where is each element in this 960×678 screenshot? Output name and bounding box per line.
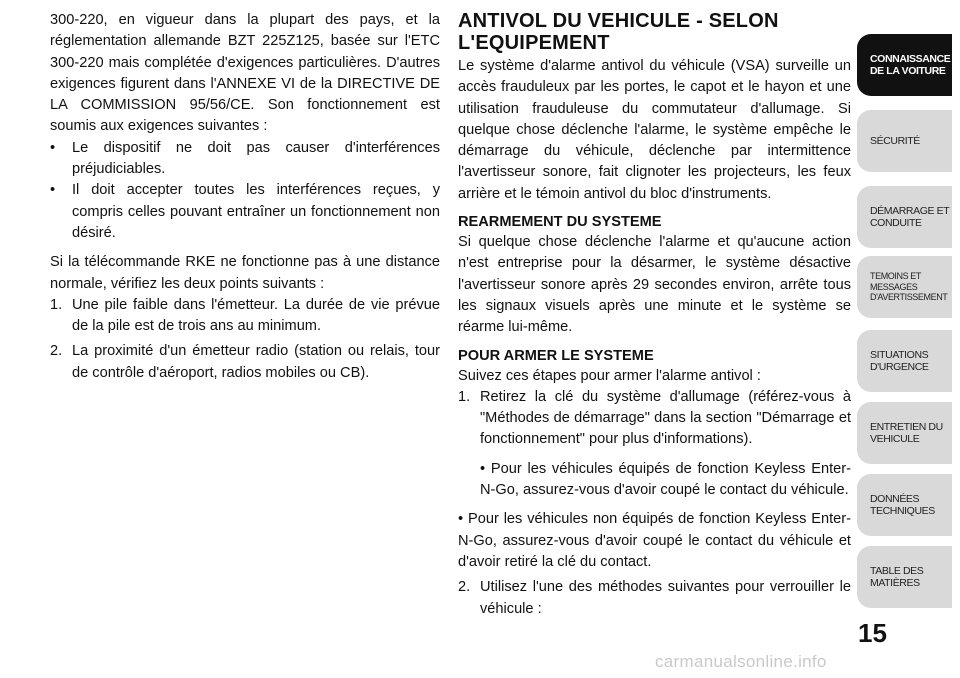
tab-demarrage[interactable]: DÉMARRAGE ET CONDUITE (857, 186, 952, 248)
bullet-text: Il doit accepter toutes les interférences reçues, y compris celles pouvant entraîner un fonctionnement non désiré. (72, 182, 440, 241)
left-column (50, 10, 440, 384)
item-text: Une pile faible dans l'émetteur. La durée de vie prévue de la pile est de trois ans au minimum. (72, 296, 440, 335)
intro-paragraph: 300-220, en vigueur dans la plupart des pays, et la réglementation allemande BZT 225Z125, basée sur l'ETC 300-220 mais complétée d'exigences particulières. D'autres exigences figurent dans l'ANNEXE VI de la DIRECTIVE DE LA COMMISSION 95/56/CE. Son fonctionnement est soumis aux exigences suivantes : (50, 12, 440, 135)
item-number: 2. (50, 343, 63, 360)
item-number: 1. (458, 388, 471, 405)
numbered-item (50, 295, 440, 338)
bullet-text: Le dispositif ne doit pas causer d'interférences préjudiciables. (72, 139, 440, 178)
section-title: ANTIVOL DU VEHICULE - SELON L'EQUIPEMENT (458, 10, 779, 54)
tab-entretien[interactable]: ENTRETIEN DU VEHICULE (857, 402, 952, 464)
tab-securite[interactable]: SÉCURITÉ (857, 110, 952, 172)
tab-situations[interactable]: SITUATIONS D'URGENCE (857, 330, 952, 392)
right-column (458, 10, 851, 620)
bullet-item: • Il doit accepter toutes les interférences reçues, y compris celles pouvant entraîner un fonctionnement non désiré. (50, 182, 440, 241)
tab-donnees[interactable]: DONNÉES TECHNIQUES (857, 474, 952, 536)
watermark: carmanualsonline.info (655, 652, 827, 671)
tab-temoins[interactable]: TEMOINS ET MESSAGES D'AVERTISSEMENT (857, 256, 952, 318)
sub-bullet: • Pour les véhicules équipés de fonction Keyless Enter-N-Go, assurez-vous d'avoir coupé le contact du véhicule. (480, 460, 851, 499)
item-text: Retirez la clé du système d'allumage (référez-vous à "Méthodes de démarrage" dans la section "Démarrage et fonctionnement" pour plus d'informations). (480, 388, 851, 448)
numbered-item (50, 341, 440, 384)
tab-connaissance[interactable]: CONNAISSANCE DE LA VOITURE (857, 34, 952, 96)
vsa-paragraph: Le système d'alarme antivol du véhicule (VSA) surveille un accès frauduleux par les portes, le capot et le hayon et une utilisation frauduleuse du commutateur d'allumage. Si quelque chose déclenche l'alarme, le système empêche le démarrage du véhicule, déclenche par intermittence l'avertisseur sonore, fait clignoter les projecteurs, les feux arrière et le témoin antivol du bloc d'instruments. (458, 58, 851, 202)
item-text: Utilisez l'une des méthodes suivantes pour verrouiller le véhicule : (480, 579, 851, 617)
arm-intro: Suivez ces étapes pour armer l'alarme antivol : (458, 367, 761, 384)
rke-paragraph: Si la télécommande RKE ne fonctionne pas à une distance normale, vérifiez les deux points suivants : (50, 254, 440, 292)
item-number: 1. (50, 296, 63, 313)
numbered-item (458, 387, 851, 451)
item-text: La proximité d'un émetteur radio (station ou relais, tour de contrôle d'aéroport, radios mobiles ou CB). (72, 343, 440, 381)
item-number: 2. (458, 579, 471, 596)
arm-heading: POUR ARMER LE SYSTEME (458, 347, 654, 364)
rearm-heading: REARMEMENT DU SYSTEME (458, 214, 662, 231)
tab-table[interactable]: TABLE DES MATIÈRES (857, 546, 952, 608)
note-paragraph: • Pour les véhicules non équipés de fonction Keyless Enter-N-Go, assurez-vous d'avoir coupé le contact du véhicule et d'avoir retiré la clé du contact. (458, 511, 851, 570)
bullet-item: • Le dispositif ne doit pas causer d'interférences préjudiciables. (50, 139, 440, 178)
numbered-item (458, 577, 851, 620)
page-number: 15 (858, 618, 887, 648)
rearm-paragraph: Si quelque chose déclenche l'alarme et qu'aucune action n'est entreprise pour la désarmer, le système désactive l'avertisseur sonore après 29 secondes environ, arrête tous les signaux visuels après une minute et le système se réarme lui-même. (458, 234, 851, 336)
chapter-tabs (857, 0, 960, 678)
